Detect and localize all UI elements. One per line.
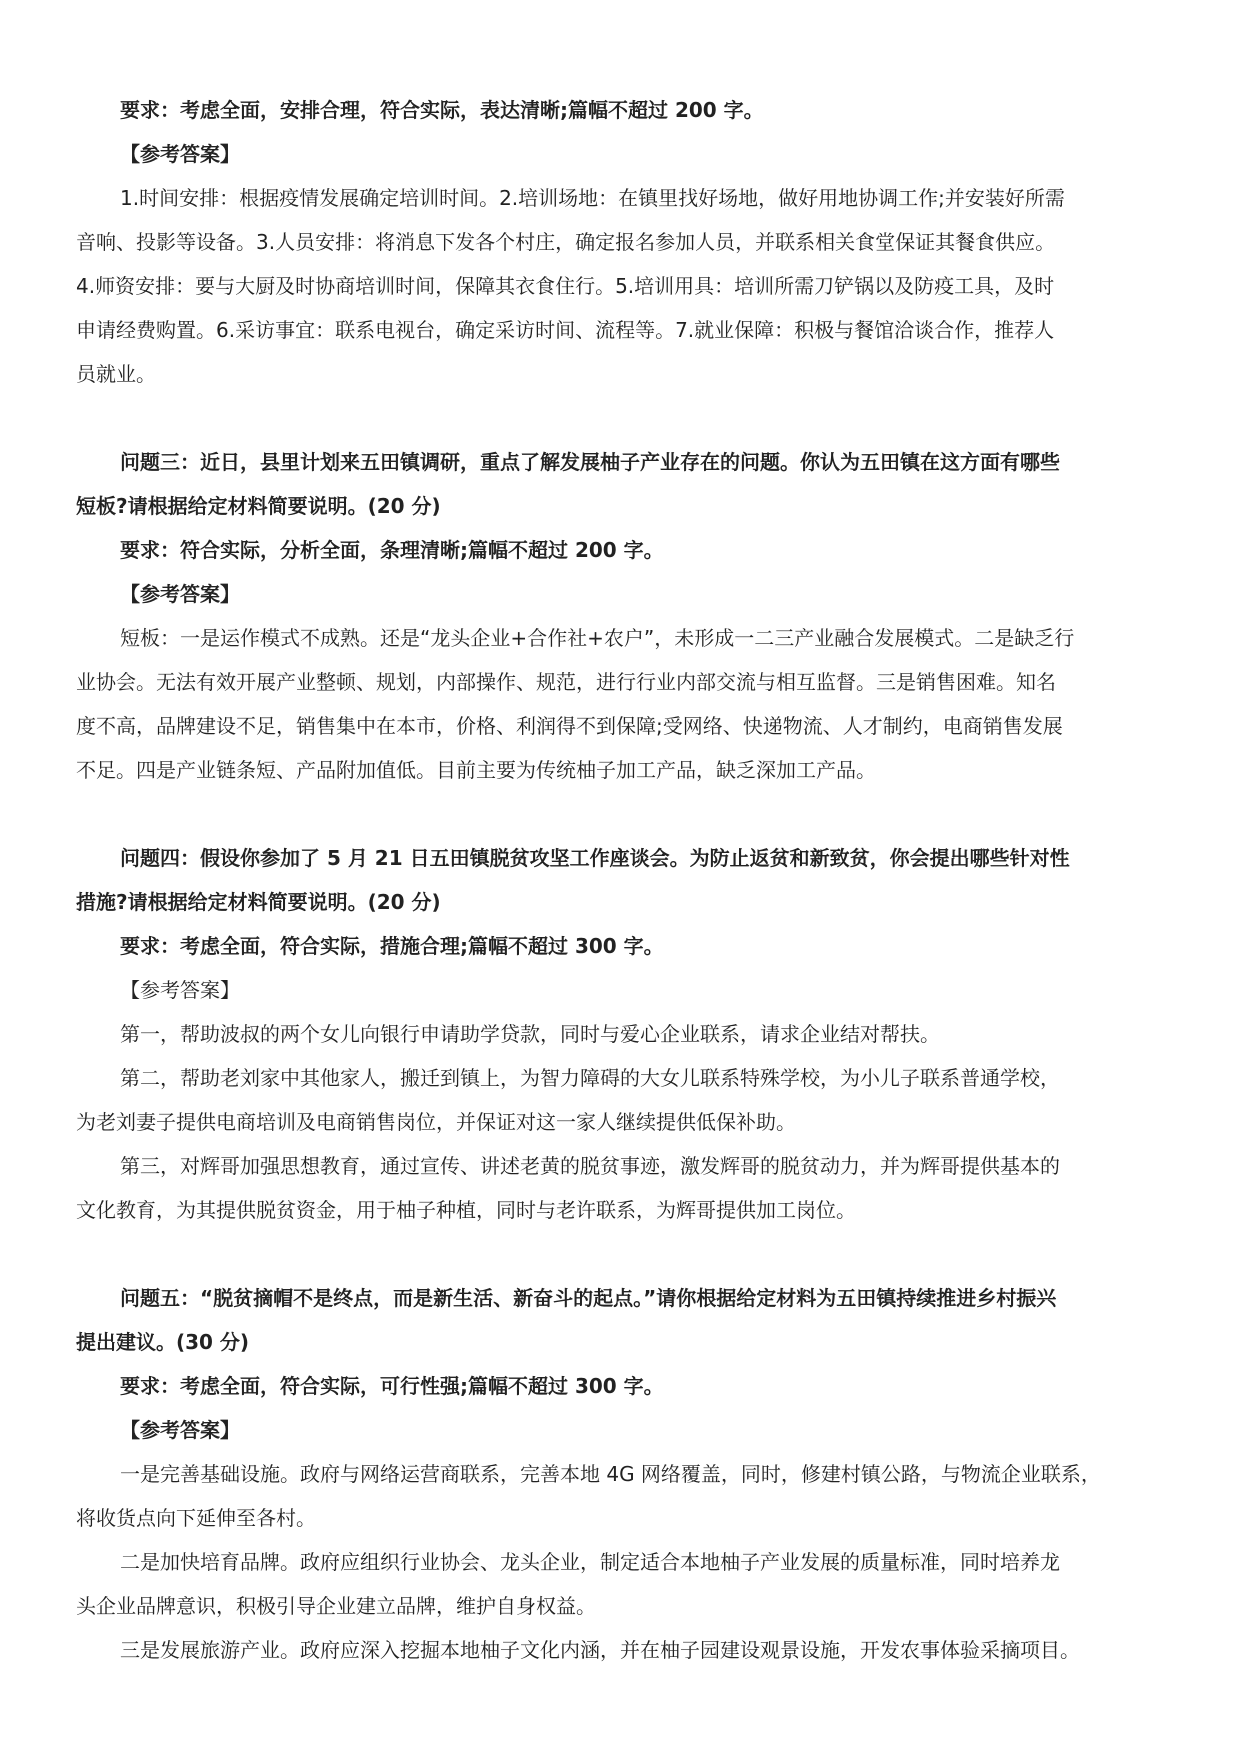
q3-question-line: 问题三：近日，县里计划来五田镇调研，重点了解发展柚子产业存在的问题。你认为五田镇在这方面有哪些 xyxy=(120,450,1060,474)
q2-answer-line: 1.时间安排：根据疫情发展确定培训时间。2.培训场地：在镇里找好场地，做好用地协调工作;并安装好所需 xyxy=(120,186,1065,210)
q3-requirement: 要求：符合实际，分析全面，条理清晰;篇幅不超过 200 字。 xyxy=(120,538,664,562)
q5-suggestion-line: 头企业品牌意识，积极引导企业建立品牌，维护自身权益。 xyxy=(76,1594,596,1618)
q4-question-line: 措施?请根据给定材料简要说明。(20 分) xyxy=(76,890,441,914)
q4-answer-heading: 【参考答案】 xyxy=(120,978,240,1002)
q2-answer-line: 员就业。 xyxy=(76,362,156,386)
q3-question-line: 短板?请根据给定材料简要说明。(20 分) xyxy=(76,494,441,518)
q4-measure-line: 第二，帮助老刘家中其他家人，搬迁到镇上，为智力障碍的大女儿联系特殊学校，为小儿子联系普通学校， xyxy=(120,1066,1060,1090)
q3-answer-line: 不足。四是产业链条短、产品附加值低。目前主要为传统柚子加工产品，缺乏深加工产品。 xyxy=(76,758,876,782)
q2-answer-line: 音响、投影等设备。3.人员安排：将消息下发各个村庄，确定报名参加人员，并联系相关食堂保证其餐食供应。 xyxy=(76,230,1056,254)
section-spacer xyxy=(76,1232,1178,1276)
q3-answer-line: 业协会。无法有效开展产业整顿、规划，内部操作、规范，进行行业内部交流与相互监督。三是销售困难。知名 xyxy=(76,670,1056,694)
q5-question-line: 提出建议。(30 分) xyxy=(76,1330,250,1354)
q4-measure-line: 第三，对辉哥加强思想教育，通过宣传、讲述老黄的脱贫事迹，激发辉哥的脱贫动力，并为辉哥提供基本的 xyxy=(120,1154,1060,1178)
q5-suggestion-line: 将收货点向下延伸至各村。 xyxy=(76,1506,316,1530)
q2-requirement: 要求：考虑全面，安排合理，符合实际，表达清晰;篇幅不超过 200 字。 xyxy=(120,98,764,122)
q3-answer-line: 度不高，品牌建设不足，销售集中在本市，价格、利润得不到保障;受网络、快递物流、人才制约，电商销售发展 xyxy=(76,714,1063,738)
q5-suggestion-line: 一是完善基础设施。政府与网络运营商联系，完善本地 4G 网络覆盖，同时，修建村镇公路，与物流企业联系， xyxy=(120,1462,1101,1486)
q3-answer-heading: 【参考答案】 xyxy=(120,582,240,606)
q5-answer-heading: 【参考答案】 xyxy=(120,1418,240,1442)
q2-answer-heading: 【参考答案】 xyxy=(120,142,240,166)
q5-requirement: 要求：考虑全面，符合实际，可行性强;篇幅不超过 300 字。 xyxy=(120,1374,664,1398)
q5-question-line: 问题五：“脱贫摘帽不是终点，而是新生活、新奋斗的起点。”请你根据给定材料为五田镇持续推进乡村振兴 xyxy=(120,1286,1057,1310)
q5-suggestion-line: 三是发展旅游产业。政府应深入挖掘本地柚子文化内涵，并在柚子园建设观景设施，开发农事体验采摘项目。 xyxy=(120,1638,1080,1662)
q2-answer-line: 申请经费购置。6.采访事宜：联系电视台，确定采访时间、流程等。7.就业保障：积极与餐馆洽谈合作，推荐人 xyxy=(76,318,1055,342)
q4-question-line: 问题四：假设你参加了 5 月 21 日五田镇脱贫攻坚工作座谈会。为防止返贫和新致贫，你会提出哪些针对性 xyxy=(120,846,1070,870)
q4-measure-line: 文化教育，为其提供脱贫资金，用于柚子种植，同时与老许联系，为辉哥提供加工岗位。 xyxy=(76,1198,856,1222)
q4-requirement: 要求：考虑全面，符合实际，措施合理;篇幅不超过 300 字。 xyxy=(120,934,664,958)
q4-measure-line: 第一，帮助波叔的两个女儿向银行申请助学贷款，同时与爱心企业联系，请求企业结对帮扶。 xyxy=(120,1022,940,1046)
q4-measure-line: 为老刘妻子提供电商培训及电商销售岗位，并保证对这一家人继续提供低保补助。 xyxy=(76,1110,796,1134)
section-spacer xyxy=(76,396,1178,440)
q5-suggestion-line: 二是加快培育品牌。政府应组织行业协会、龙头企业，制定适合本地柚子产业发展的质量标准，同时培养龙 xyxy=(120,1550,1060,1574)
q2-answer-line: 4.师资安排：要与大厨及时协商培训时间，保障其衣食住行。5.培训用具：培训所需刀铲锅以及防疫工具，及时 xyxy=(76,274,1055,298)
q3-answer-line: 短板：一是运作模式不成熟。还是“龙头企业+合作社+农户”，未形成一二三产业融合发展模式。二是缺乏行 xyxy=(120,626,1075,650)
section-spacer xyxy=(76,792,1178,836)
